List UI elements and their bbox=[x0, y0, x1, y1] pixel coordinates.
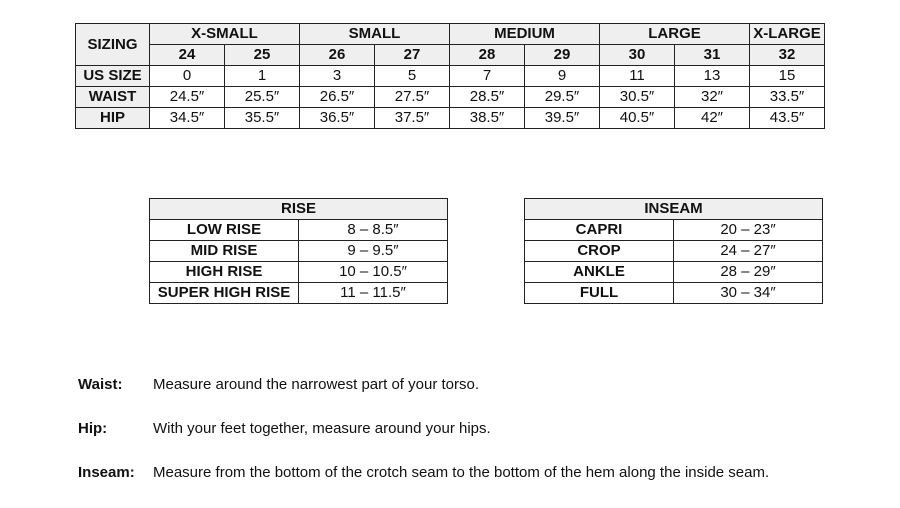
table-cell: 8 – 8.5″ bbox=[299, 220, 448, 241]
table-cell: 36.5″ bbox=[300, 108, 375, 129]
table-row bbox=[525, 262, 823, 283]
row-label: WAIST bbox=[76, 87, 150, 108]
table-cell: 7 bbox=[450, 66, 525, 87]
rise-chart-table bbox=[149, 198, 448, 304]
row-label: ANKLE bbox=[525, 262, 674, 283]
table-cell: 3 bbox=[300, 66, 375, 87]
row-label: LOW RISE bbox=[150, 220, 299, 241]
rise-title-row bbox=[150, 199, 448, 220]
inseam-chart-table bbox=[524, 198, 823, 304]
table-cell: 25.5″ bbox=[225, 87, 300, 108]
table-cell: 34.5″ bbox=[150, 108, 225, 129]
table-row bbox=[525, 220, 823, 241]
row-label: HIP bbox=[76, 108, 150, 129]
size-group-medium: MEDIUM bbox=[450, 24, 600, 45]
table-cell: 10 – 10.5″ bbox=[299, 262, 448, 283]
table-cell: 20 – 23″ bbox=[674, 220, 823, 241]
note-text: Measure around the narrowest part of your torso. bbox=[153, 376, 480, 393]
sizing-corner-cell: SIZING bbox=[76, 24, 150, 66]
table-row bbox=[150, 283, 448, 304]
table-row bbox=[150, 241, 448, 262]
note-text: Measure from the bottom of the crotch seam to the bottom of the hem along the inside seam. bbox=[153, 464, 770, 481]
table-cell: 42″ bbox=[675, 108, 750, 129]
table-cell: 38.5″ bbox=[450, 108, 525, 129]
size-group-small: SMALL bbox=[300, 24, 450, 45]
table-cell: 30 – 34″ bbox=[674, 283, 823, 304]
table-cell: 33.5″ bbox=[750, 87, 825, 108]
size-group-xsmall: X-SMALL bbox=[150, 24, 300, 45]
table-cell: 11 bbox=[600, 66, 675, 87]
size-number-cell: 32 bbox=[750, 45, 825, 66]
table-cell: 43.5″ bbox=[750, 108, 825, 129]
table-cell: 40.5″ bbox=[600, 108, 675, 129]
note-term: Waist: bbox=[78, 376, 123, 393]
size-number-cell: 27 bbox=[375, 45, 450, 66]
rise-table-title: RISE bbox=[150, 199, 448, 220]
table-cell: 35.5″ bbox=[225, 108, 300, 129]
size-group-large: LARGE bbox=[600, 24, 750, 45]
size-group-row bbox=[76, 24, 825, 45]
note-term: Inseam: bbox=[78, 464, 135, 481]
row-label: CROP bbox=[525, 241, 674, 262]
table-cell: 13 bbox=[675, 66, 750, 87]
table-cell: 28.5″ bbox=[450, 87, 525, 108]
size-group-xlarge: X-LARGE bbox=[750, 24, 825, 45]
size-chart-table bbox=[75, 23, 825, 129]
row-label: US SIZE bbox=[76, 66, 150, 87]
size-number-cell: 31 bbox=[675, 45, 750, 66]
row-label: MID RISE bbox=[150, 241, 299, 262]
row-label: HIGH RISE bbox=[150, 262, 299, 283]
table-cell: 11 – 11.5″ bbox=[299, 283, 448, 304]
row-label: SUPER HIGH RISE bbox=[150, 283, 299, 304]
table-cell: 37.5″ bbox=[375, 108, 450, 129]
size-number-cell: 24 bbox=[150, 45, 225, 66]
size-number-cell: 25 bbox=[225, 45, 300, 66]
waist-row bbox=[76, 87, 825, 108]
table-cell: 5 bbox=[375, 66, 450, 87]
us-size-row bbox=[76, 66, 825, 87]
size-number-cell: 30 bbox=[600, 45, 675, 66]
table-cell: 24.5″ bbox=[150, 87, 225, 108]
table-cell: 15 bbox=[750, 66, 825, 87]
row-label: FULL bbox=[525, 283, 674, 304]
hip-row bbox=[76, 108, 825, 129]
size-number-row bbox=[76, 45, 825, 66]
inseam-table-title: INSEAM bbox=[525, 199, 823, 220]
table-cell: 9 – 9.5″ bbox=[299, 241, 448, 262]
table-cell: 0 bbox=[150, 66, 225, 87]
size-number-cell: 26 bbox=[300, 45, 375, 66]
table-cell: 24 – 27″ bbox=[674, 241, 823, 262]
table-cell: 28 – 29″ bbox=[674, 262, 823, 283]
table-cell: 9 bbox=[525, 66, 600, 87]
table-cell: 27.5″ bbox=[375, 87, 450, 108]
size-number-cell: 29 bbox=[525, 45, 600, 66]
table-cell: 1 bbox=[225, 66, 300, 87]
note-term: Hip: bbox=[78, 420, 108, 437]
table-row bbox=[150, 220, 448, 241]
table-cell: 39.5″ bbox=[525, 108, 600, 129]
note-text: With your feet together, measure around your hips. bbox=[153, 420, 491, 437]
table-cell: 26.5″ bbox=[300, 87, 375, 108]
inseam-title-row bbox=[525, 199, 823, 220]
table-cell: 32″ bbox=[675, 87, 750, 108]
table-cell: 30.5″ bbox=[600, 87, 675, 108]
table-cell: 29.5″ bbox=[525, 87, 600, 108]
row-label: CAPRI bbox=[525, 220, 674, 241]
size-number-cell: 28 bbox=[450, 45, 525, 66]
table-row bbox=[525, 241, 823, 262]
table-row bbox=[525, 283, 823, 304]
table-row bbox=[150, 262, 448, 283]
